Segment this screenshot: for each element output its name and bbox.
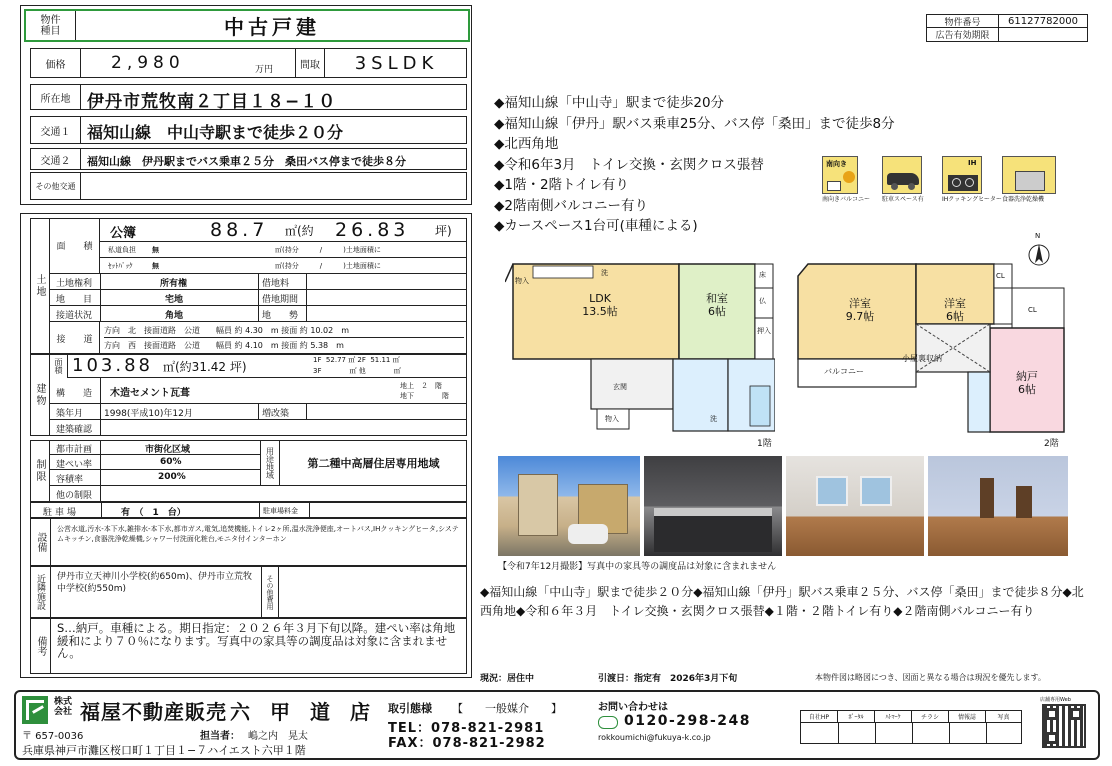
branch-name: 六 甲 道 店 xyxy=(230,700,370,724)
contact-label: お問い合わせは xyxy=(598,702,668,713)
property-type-box xyxy=(24,9,470,42)
building-floor1: 1F 52.77 ㎡ 2F 51.11 ㎡ xyxy=(313,356,400,364)
road2: 方向 西 接面道路 公道 幅員 約 4.10 m 接面 約 5.38 m xyxy=(104,341,344,350)
staff-label: 担当者： xyxy=(200,731,240,742)
butsudan-label: 仏 xyxy=(759,297,766,305)
other-cost-label: その他費用 xyxy=(261,567,279,617)
shunou-label: 物入 xyxy=(605,415,619,423)
address-row xyxy=(30,84,467,110)
traffic-other-label: その他交通 xyxy=(31,173,81,199)
traffic2-row xyxy=(30,148,467,170)
setback-value: 無 xyxy=(152,262,159,270)
yoshitsu2-label: 洋室 xyxy=(944,297,966,310)
parking-value: 有 （ 1 台） xyxy=(121,508,186,518)
photo-caption: 【令和7年12月撮影】写真中の家具等の調度品は対象に含まれません xyxy=(498,562,777,572)
staff-name: 嶋之内 晃太 xyxy=(248,731,308,742)
check-label: 自社HP xyxy=(801,711,838,723)
price-row xyxy=(30,48,467,78)
company-address: 兵庫県神戸市灘区桜口町１丁目１−７ハイエスト六甲１階 xyxy=(22,744,306,757)
deal-label: 取引態様 xyxy=(388,702,432,715)
car-icon xyxy=(882,156,922,206)
yoshitsu1-room xyxy=(808,297,912,323)
land-area-main xyxy=(100,218,467,242)
balcony-label: バルコニー xyxy=(824,367,864,376)
remarks-value: S…納戸。車種による。期日指定：２０２６年３月下旬以降。建ぺい率は角地緩和により７０％になります。写真中の家具等の調度品は対象に含まれません。 xyxy=(57,621,456,660)
land-area-unit: ㎡(約 xyxy=(285,224,314,238)
icon-label: 駐車スペース有 xyxy=(882,196,924,203)
qr-label: 店舗専用Web xyxy=(1040,697,1071,703)
rights-value: 所有権 xyxy=(160,279,188,289)
layout-value: 3SLDK xyxy=(354,52,439,74)
use-value: 第二種中高層住居専用地域 xyxy=(280,440,467,486)
freedial-icon xyxy=(598,716,618,729)
chimoku-label: 地 目 xyxy=(56,295,93,305)
oshiire-label: 押入 xyxy=(757,327,771,335)
north-label: N xyxy=(1035,232,1041,240)
building-area-unit: ㎡(約31.42 坪) xyxy=(163,360,247,374)
private-road-label: 私道負担 xyxy=(108,246,136,254)
check-label: ﾎﾟｰﾀﾙ xyxy=(838,711,875,723)
washitsu-room xyxy=(680,292,754,318)
feature-item: ◆2階南側バルコニー有り xyxy=(494,197,648,214)
check-table xyxy=(800,710,1022,744)
nando-size: 6帖 xyxy=(1018,383,1036,396)
nearby-row xyxy=(30,566,467,618)
icon-label: 食器洗浄乾燥機 xyxy=(1002,196,1045,203)
exterior-photo xyxy=(498,456,640,556)
lease-period-label: 借地期間 xyxy=(262,295,299,305)
bcr-value: 60% xyxy=(160,457,182,467)
traffic1-value: 福知山線 中山寺駅まで徒歩２０分 xyxy=(87,123,344,142)
land-tsubo-value: 26.83 xyxy=(335,219,410,241)
sun-balcony-icon: 南向き 南向きバルコニー xyxy=(822,156,858,206)
built-row xyxy=(50,404,467,420)
attic-label: 小屋裏収納 xyxy=(902,354,942,363)
price-unit: 万円 xyxy=(255,65,274,75)
other-restrict-label: 他の制限 xyxy=(56,491,93,501)
road1: 方向 北 接面道路 公道 幅員 約 4.30 m 接面 約 10.02 m xyxy=(104,323,464,338)
chimoku-row xyxy=(50,290,467,306)
status-current: 現況：居住中 xyxy=(480,674,535,684)
genkan-label: 玄関 xyxy=(613,383,627,391)
building-floor3: 3F ㎡ 他 ㎡ xyxy=(313,367,401,375)
private-road-note: ㎡(持分 / )土地面積に xyxy=(275,246,381,254)
road-status-row xyxy=(50,306,467,322)
land-tsubo-unit: 坪) xyxy=(435,224,452,238)
parking-label: 駐車場 xyxy=(43,508,80,518)
traffic-other-row xyxy=(30,172,467,200)
ad-expiry-label: 広告有効期限 xyxy=(927,28,999,41)
feature-item: ◆1階・2階トイレ有り xyxy=(494,177,629,193)
feature-list xyxy=(494,93,934,237)
lease-label: 借地料 xyxy=(262,279,290,289)
ih-icon: IH IHクッキングヒーター xyxy=(942,156,982,206)
yoshitsu1-label: 洋室 xyxy=(849,297,871,310)
road-status-value: 角地 xyxy=(165,311,184,321)
check-label: 情報誌 xyxy=(949,711,986,723)
ldk-room xyxy=(525,292,675,318)
floorplan-2f xyxy=(788,262,1066,449)
address-value: 伊丹市荒牧南２丁目１８−１０ xyxy=(87,92,337,112)
building-area-row xyxy=(68,354,467,378)
price-value: 2,980 xyxy=(111,53,185,73)
road-label: 接 道 xyxy=(50,322,100,354)
qr-code-icon xyxy=(1042,704,1086,748)
struct-label: 構 造 xyxy=(56,389,93,399)
check-label: 写真 xyxy=(986,711,1021,723)
far-value: 200% xyxy=(158,472,186,482)
remarks-label: 備考 xyxy=(31,619,51,673)
nearby-value: 伊丹市立天神川小学校(約650m)、伊丹市立荒牧中学校(約550m) xyxy=(57,572,252,594)
room-photo-2 xyxy=(928,456,1068,556)
check-row xyxy=(50,420,467,436)
freedial-number: 0120-298-248 xyxy=(624,713,752,729)
icon-label: IHクッキングヒーター xyxy=(942,196,1002,203)
private-road-value: 無 xyxy=(152,246,159,254)
terrain-label: 地 勢 xyxy=(262,311,299,321)
land-area-value: 88.7 xyxy=(210,219,269,241)
feature-item: ◆令和6年3月 トイレ交換・玄関クロス張替 xyxy=(494,156,764,173)
dishwasher-icon xyxy=(1002,156,1056,206)
icon-label: 南向きバルコニー xyxy=(822,196,871,203)
plan-label: 都市計画 xyxy=(56,445,93,455)
floor1-label: 1階 xyxy=(757,439,772,449)
far-label: 容積率 xyxy=(56,475,84,485)
equipment-value: 公営水道,汚水-本下水,雑排水-本下水,都市ガス,電気,追焚機能,トイレ2ヶ所,温水洗浄便座,オートバス,IHクッキングヒータ,システムキッチン,食器洗浄乾燥機,シャワー付洗面化粧台,モニタ付インターホン xyxy=(57,525,459,543)
check-label: 建築確認 xyxy=(56,425,93,435)
parking-fee-label: 駐車場料金 xyxy=(263,507,298,515)
check-label: チラシ xyxy=(912,711,949,723)
restrict-left xyxy=(50,440,260,502)
remarks-row xyxy=(30,618,467,674)
feature-item: ◆福知山線「伊丹」駅バス乗車25分、バス停「桑田」まで徒歩8分 xyxy=(494,115,895,132)
layout-label: 間取 xyxy=(295,49,325,77)
contact-email: rokkoumichi@fukuya-k.co.jp xyxy=(598,733,711,742)
status-note: 本物件図は略図につき、図面と異なる場合は現況を優先します。 xyxy=(815,673,1046,682)
feature-item: ◆北西角地 xyxy=(494,136,559,152)
kobo-label: 公簿 xyxy=(110,226,137,241)
setback-note: ㎡(持分 / )土地面積に xyxy=(275,262,381,270)
property-id-box xyxy=(926,14,1088,42)
rights-label: 土地権利 xyxy=(56,279,93,289)
check-label: ﾊﾄﾏｰｸ xyxy=(875,711,912,723)
struct-value: 木造セメント瓦葺 xyxy=(110,388,190,399)
floor2-label: 2階 xyxy=(1044,439,1059,449)
property-type-label: 物件 種目 xyxy=(26,11,76,40)
setback-label: ｾｯﾄﾊﾞｯｸ xyxy=(108,262,133,270)
kitchen-photo xyxy=(644,456,782,556)
yoshitsu1-size: 9.7帖 xyxy=(845,310,875,323)
traffic1-row xyxy=(30,116,467,144)
cl2-label: CL xyxy=(1028,306,1037,314)
summary-text: ◆福知山線「中山寺」駅まで徒歩２０分◆福知山線「伊丹」駅バス乗車２５分、バス停「桑田」まで徒歩８分◆北西角地◆令和６年３月 トイレ交換・玄関クロス張替◆１階・２階トイレ有り◆２階南側バルコニー有り xyxy=(480,585,1084,618)
property-id-value: 61127782000 xyxy=(999,15,1087,28)
floors-above: 地上 ２ 階 xyxy=(400,382,442,390)
cl-label: CL xyxy=(996,272,1005,280)
nearby-label: 近隣施設 xyxy=(31,567,51,617)
built-value: 1998(平成10)年12月 xyxy=(104,409,193,419)
washitsu-label: 和室 xyxy=(706,292,728,305)
room-photo-1 xyxy=(786,456,924,556)
status-handover: 引渡日：指定有 2026年3月下旬 xyxy=(598,674,738,684)
building-area-value: 103.88 xyxy=(72,355,153,376)
equipment-row xyxy=(30,518,467,566)
traffic2-label: 交通２ xyxy=(31,149,81,169)
floors-below: 地下 階 xyxy=(400,392,449,400)
company-name: 福屋不動産販売 xyxy=(80,700,227,724)
wash-label: 洗 xyxy=(710,415,717,423)
equipment-label: 設備 xyxy=(31,519,51,565)
property-id-label: 物件番号 xyxy=(927,15,999,28)
feature-item: ◆福知山線「中山寺」駅まで徒歩20分 xyxy=(494,95,725,111)
chimoku-value: 宅地 xyxy=(165,295,184,305)
toko-label: 床 xyxy=(759,271,766,279)
yoshitsu2-size: 6帖 xyxy=(946,310,964,323)
plan-value: 市街化区域 xyxy=(145,445,191,455)
setback-row xyxy=(100,258,467,274)
land-area-label: 面 積 xyxy=(50,218,100,274)
shunou2-label: 物入 xyxy=(515,277,529,285)
building-header: 建物 xyxy=(30,354,50,436)
deal-value: 【 一般媒介 】 xyxy=(452,702,562,715)
bcr-label: 建ぺい率 xyxy=(56,460,93,470)
property-type-value: 中古戸建 xyxy=(224,15,320,39)
feature-item: ◆カースペース1台可(車種による) xyxy=(494,218,698,234)
ldk-label: LDK xyxy=(589,292,611,305)
restrict-header: 制限 xyxy=(30,440,50,502)
built-label: 築年月 xyxy=(56,409,84,419)
traffic1-label: 交通１ xyxy=(31,117,81,143)
parking-row xyxy=(30,502,467,518)
address-label: 所在地 xyxy=(31,85,81,109)
traffic2-value: 福知山線 伊丹駅までバス乗車２５分 桑田バス停まで徒歩８分 xyxy=(87,155,406,168)
nando-room xyxy=(990,370,1064,396)
washitsu-size: 6帖 xyxy=(708,305,726,318)
company-logo-icon xyxy=(22,696,48,724)
reno-label: 増改築 xyxy=(262,409,290,419)
kabushiki-label: 株式会社 xyxy=(54,697,73,717)
building-area-label: 面積 xyxy=(50,354,68,378)
tel-number: TEL：078-821-2981 xyxy=(388,721,545,736)
struct-row xyxy=(50,378,467,404)
road-status-label: 接道状況 xyxy=(56,311,93,321)
fax-number: FAX：078-821-2982 xyxy=(388,736,546,751)
wash2-label: 洗 xyxy=(601,269,608,277)
floorplan-1f xyxy=(505,262,775,449)
price-label: 価格 xyxy=(31,49,81,77)
yoshitsu2-room xyxy=(916,297,994,323)
postal-code: 〒 657-0036 xyxy=(22,731,84,742)
use-label: 用途地域 xyxy=(260,440,280,486)
rights-row xyxy=(50,274,467,290)
private-road-row xyxy=(100,242,467,258)
land-header: 土地 xyxy=(30,218,50,354)
nando-label: 納戸 xyxy=(1016,370,1038,383)
ldk-size: 13.5帖 xyxy=(582,305,618,318)
